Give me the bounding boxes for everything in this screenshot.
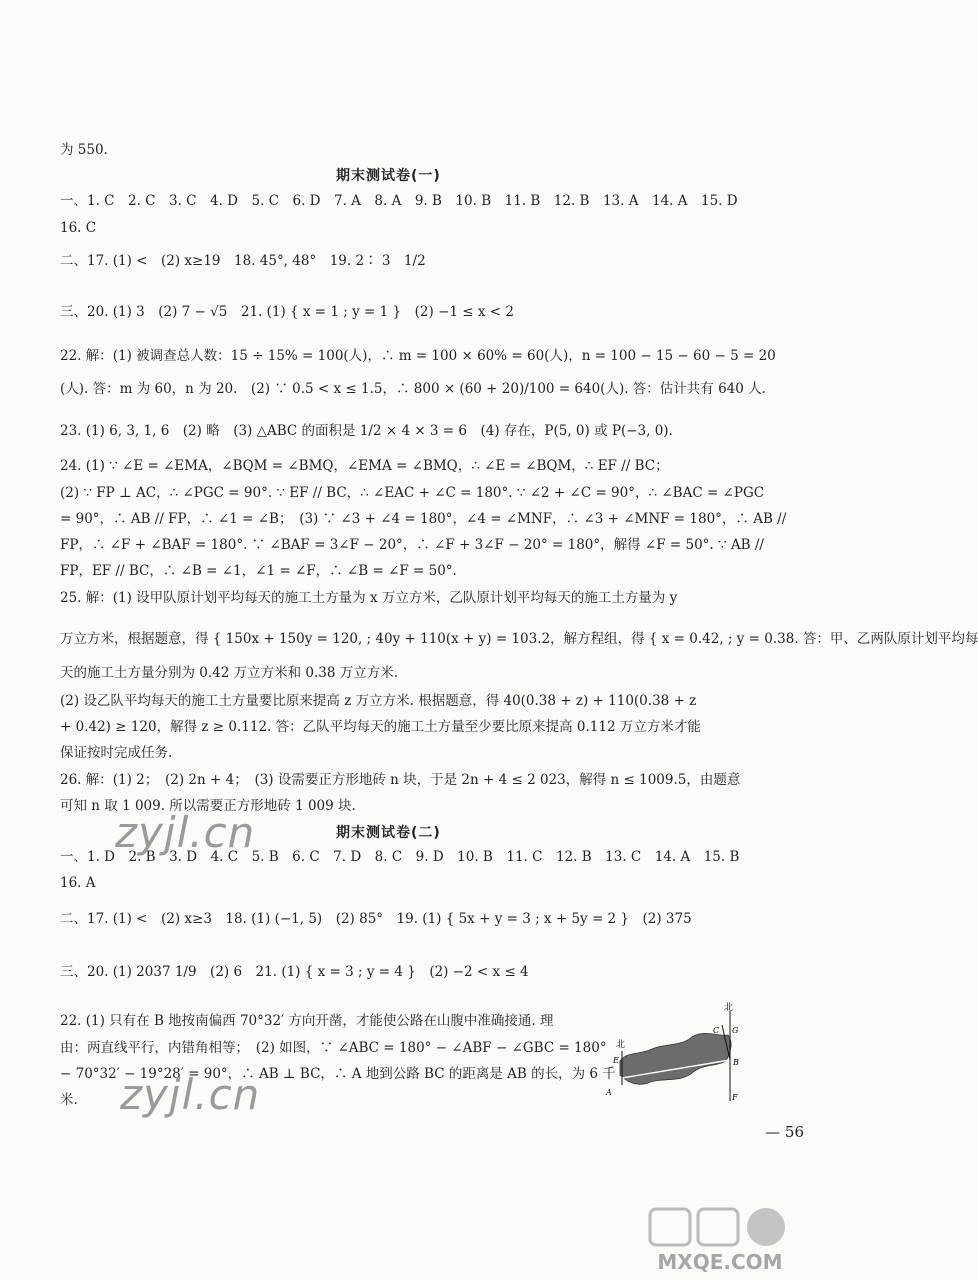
answer-line: 22. (1) 只有在 B 地按南偏西 70°32′ 方向开凿，才能使公路在山腹中准确接通. 理 — [60, 1013, 554, 1029]
answer-line: 23. (1) 6, 3, 1, 6 (2) 略 (3) △ABC 的面积是 1/2 × 4 × 3 = 6 (4) 存在，P(5, 0) 或 P(−3, 0). — [60, 423, 673, 439]
answer-line: 三、20. (1) 3 (2) 7 − √5 21. (1) { x = 1 ; y = 1 } (2) −1 ≤ x < 2 — [60, 304, 514, 320]
watermark: zyjl.cn — [115, 808, 256, 857]
answer-line: 16. A — [60, 875, 96, 891]
label-a: A — [606, 1088, 612, 1097]
mountain-shape — [620, 1033, 731, 1084]
answer-line: − 70°32′ − 19°28′ = 90°，∴ AB ⊥ BC，∴ A 地到公路 BC 的距离是 AB 的长，为 6 千 — [60, 1066, 616, 1082]
watermark: zyjl.cn — [120, 1070, 261, 1119]
answer-line: 26. 解：(1) 2； (2) 2n + 4； (3) 设需要正方形地砖 n 块，于是 2n + 4 ≤ 2 023，解得 n ≤ 1009.5，由题意 — [60, 772, 741, 788]
answer-line: 24. (1) ∵ ∠E = ∠EMA，∠BQM = ∠BMQ，∠EMA = ∠BMQ，∴ ∠E = ∠BQM，∴ EF // BC； — [60, 458, 669, 474]
answer-line: 二、17. (1) < (2) x≥3 18. (1) (−1, 5) (2) 85° 19. (1) { 5x + y = 3 ; x + 5y = 2 } (2) 375 — [60, 911, 692, 927]
label-e: E — [613, 1056, 619, 1065]
label-c: C — [713, 1026, 720, 1035]
mountain-tunnel-figure — [606, 1003, 740, 1103]
label-b: B — [733, 1058, 739, 1067]
label-f: F — [732, 1093, 738, 1102]
answer-line: 22. 解：(1) 被调查总人数：15 ÷ 15% = 100(人)，∴ m = 100 × 60% = 60(人)，n = 100 − 15 − 60 − 5 = 20 — [60, 348, 776, 364]
section-title: 期末测试卷(一) — [336, 168, 441, 184]
answer-line: 天的施工土方量分别为 0.42 万立方米和 0.38 万立方米. — [60, 665, 399, 681]
answer-line: 一、1. D 2. B 3. D 4. C 5. B 6. C 7. D 8. C 9. D 10. B 11. C 12. B 13. C 14. A 15. B — [60, 849, 740, 865]
label-north-left: 北 — [616, 1040, 626, 1050]
answer-line: 万立方米，根据题意，得 { 150x + 150y = 120, ; 40y + 110(x + y) = 103.2，解方程组，得 { x = 0.42, ; y = 0.38. 答：甲、乙两队原计划平均每 — [60, 631, 978, 647]
answer-line: 一、1. C 2. C 3. C 4. D 5. C 6. D 7. A 8. A 9. B 10. B 11. B 12. B 13. A 14. A 15. D — [60, 193, 738, 209]
corner-logo — [640, 1205, 800, 1275]
section-title: 期末测试卷(二) — [336, 825, 441, 841]
corner-logo-text: MXQE.COM — [657, 1250, 783, 1274]
answer-line: (人). 答：m 为 60，n 为 20. (2) ∵ 0.5 < x ≤ 1.5，∴ 800 × (60 + 20)/100 = 640(人). 答：估计共有 640 人. — [60, 381, 766, 397]
answer-line: + 0.42) ≥ 120，解得 z ≥ 0.112. 答：乙队平均每天的施工土方量至少要比原来提高 0.112 万立方米才能 — [60, 719, 701, 735]
answer-logo-icon — [640, 1205, 800, 1275]
answer-line: (2) 设乙队平均每天的施工土方量要比原来提高 z 万立方米. 根据题意，得 40(0.38 + z) + 110(0.38 + z — [60, 693, 697, 709]
answer-line: 米. — [60, 1092, 78, 1108]
answer-line: 可知 n 取 1 009. 所以需要正方形地砖 1 009 块. — [60, 798, 356, 814]
page-number: — 56 — [765, 1123, 804, 1141]
answer-line: 由：两直线平行，内错角相等； (2) 如图，∵ ∠ABC = 180° − ∠ABF − ∠GBC = 180° — [60, 1040, 607, 1056]
label-north-top: 北 — [724, 1003, 734, 1013]
answer-line: 为 550. — [60, 142, 108, 158]
answer-line: FP，EF // BC，∴ ∠B = ∠1，∠1 = ∠F，∴ ∠B = ∠F = 50°. — [60, 563, 457, 579]
label-g: G — [732, 1026, 739, 1035]
answer-line: 16. C — [60, 220, 97, 236]
answer-line: 25. 解：(1) 设甲队原计划平均每天的施工土方量为 x 万立方米，乙队原计划平均每天的施工土方量为 y — [60, 590, 678, 606]
answer-line: = 90°，∴ AB // FP，∴ ∠1 = ∠B； (3) ∵ ∠3 + ∠4 = 180°，∠4 = ∠MNF，∴ ∠3 + ∠MNF = 180°，∴ AB // — [60, 511, 787, 527]
answer-line: (2) ∵ FP ⊥ AC，∴ ∠PGC = 90°. ∵ EF // BC，∴ ∠EAC + ∠C = 180°. ∵ ∠2 + ∠C = 90°，∴ ∠BAC = ∠PGC — [60, 485, 765, 501]
answer-line: FP，∴ ∠F + ∠BAF = 180°. ∵ ∠BAF = 3∠F − 20°，∴ ∠F + 3∠F − 20° = 180°，解得 ∠F = 50°. ∵ AB // — [60, 537, 764, 553]
answer-line: 三、20. (1) 2037 1/9 (2) 6 21. (1) { x = 3 ; y = 4 } (2) −2 < x ≤ 4 — [60, 964, 529, 980]
answer-line: 保证按时完成任务. — [60, 745, 173, 761]
answer-line: 二、17. (1) < (2) x≥19 18. 45°, 48° 19. 2∶ 3 1/2 — [60, 253, 426, 269]
